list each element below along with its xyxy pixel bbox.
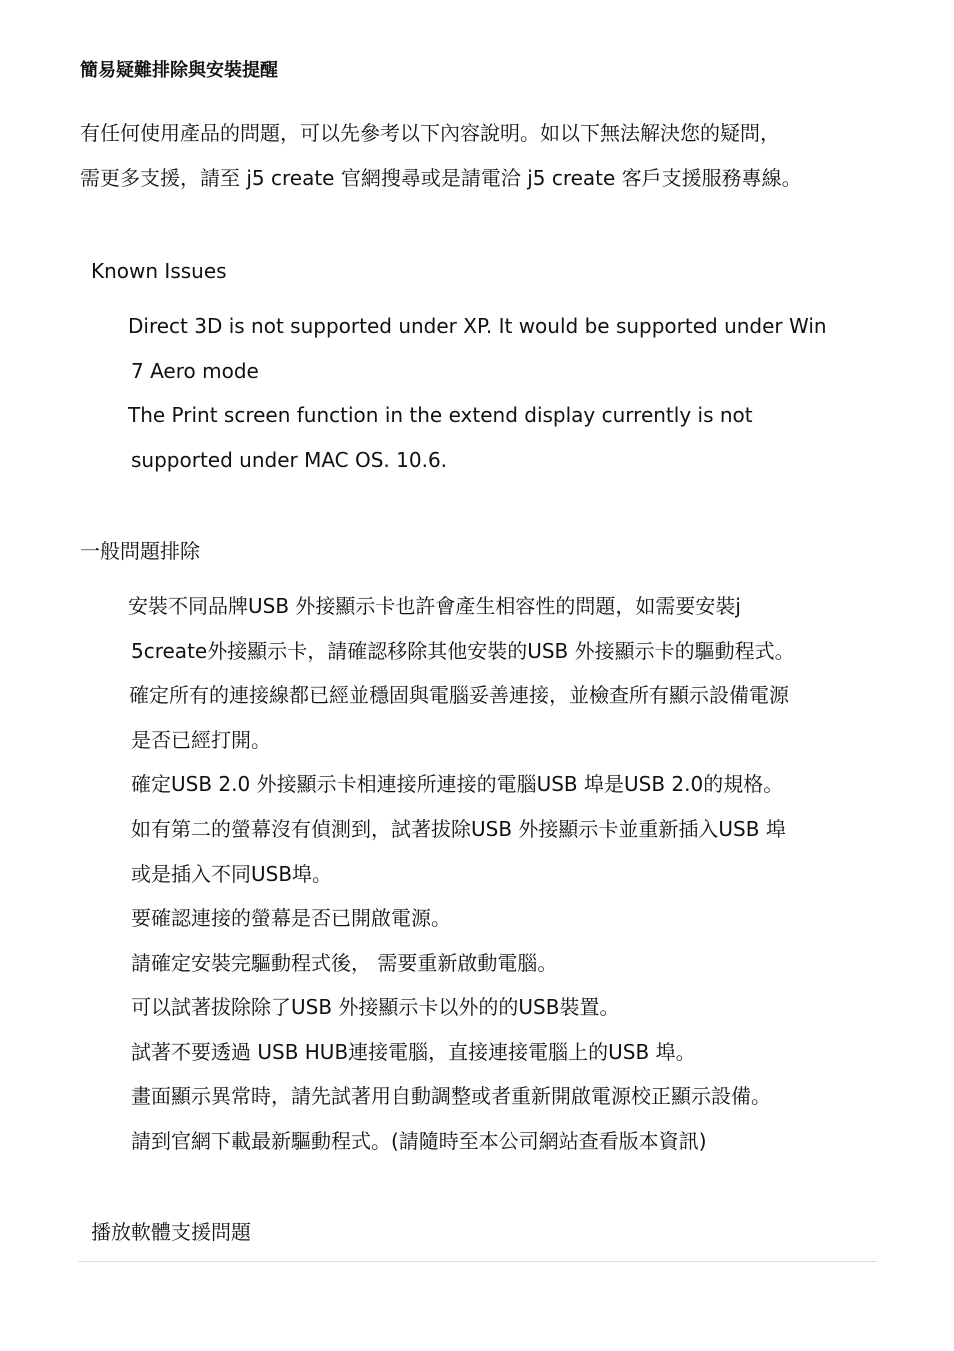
troubleshooting-line: 畫面顯示異常時，請先試著用自動調整或者重新開啟電源校正顯示設備。 [131, 1084, 771, 1108]
intro-line-2: 需更多支援，請至 j5 create 官網搜尋或是請電洽 j5 create 客戶支援服務專線。 [80, 166, 802, 190]
divider-line [78, 1261, 877, 1262]
page-title: 簡易疑難排除與安裝提醒 [80, 60, 278, 81]
troubleshooting-line: 或是插入不同USB埠。 [131, 862, 333, 886]
troubleshooting-line: 要確認連接的螢幕是否已開啟電源。 [131, 906, 451, 930]
known-issues-heading: Known Issues [91, 259, 227, 283]
troubleshooting-line: 5create外接顯示卡，請確認移除其他安裝的USB 外接顯示卡的驅動程式。 [131, 639, 795, 663]
troubleshooting-line: 是否已經打開。 [131, 728, 271, 752]
troubleshooting-line: 請到官網下載最新驅動程式。(請隨時至本公司網站查看版本資訊) [131, 1129, 707, 1153]
known-issue-2-line-2: supported under MAC OS. 10.6. [131, 448, 448, 472]
troubleshooting-line: 試著不要透過 USB HUB連接電腦，直接連接電腦上的USB 埠。 [131, 1040, 696, 1064]
troubleshooting-line: 如有第二的螢幕沒有偵測到，試著拔除USB 外接顯示卡並重新插入USB 埠 [131, 817, 786, 841]
troubleshooting-line: 確定USB 2.0 外接顯示卡相連接所連接的電腦USB 埠是USB 2.0的規格。 [131, 772, 784, 796]
known-issue-1-line-2: 7 Aero mode [131, 359, 259, 383]
known-issue-2-line-1: The Print screen function in the extend display currently is not [128, 403, 753, 427]
troubleshooting-line: 請確定安裝完驅動程式後， 需要重新啟動電腦。 [131, 951, 558, 975]
known-issue-1-line-1: Direct 3D is not supported under XP. It would be supported under Win [128, 314, 827, 338]
troubleshooting-heading: 一般問題排除 [80, 539, 200, 563]
troubleshooting-line: 確定所有的連接線都已經並穩固與電腦妥善連接，並檢查所有顯示設備電源 [129, 683, 789, 707]
troubleshooting-line: 可以試著拔除除了USB 外接顯示卡以外的的USB裝置。 [131, 995, 620, 1019]
playback-heading: 播放軟體支援問題 [91, 1220, 251, 1244]
troubleshooting-line: 安裝不同品牌USB 外接顯示卡也許會產生相容性的問題，如需要安裝j [128, 594, 741, 618]
intro-line-1: 有任何使用產品的問題，可以先參考以下內容說明。如以下無法解決您的疑問， [80, 121, 780, 145]
